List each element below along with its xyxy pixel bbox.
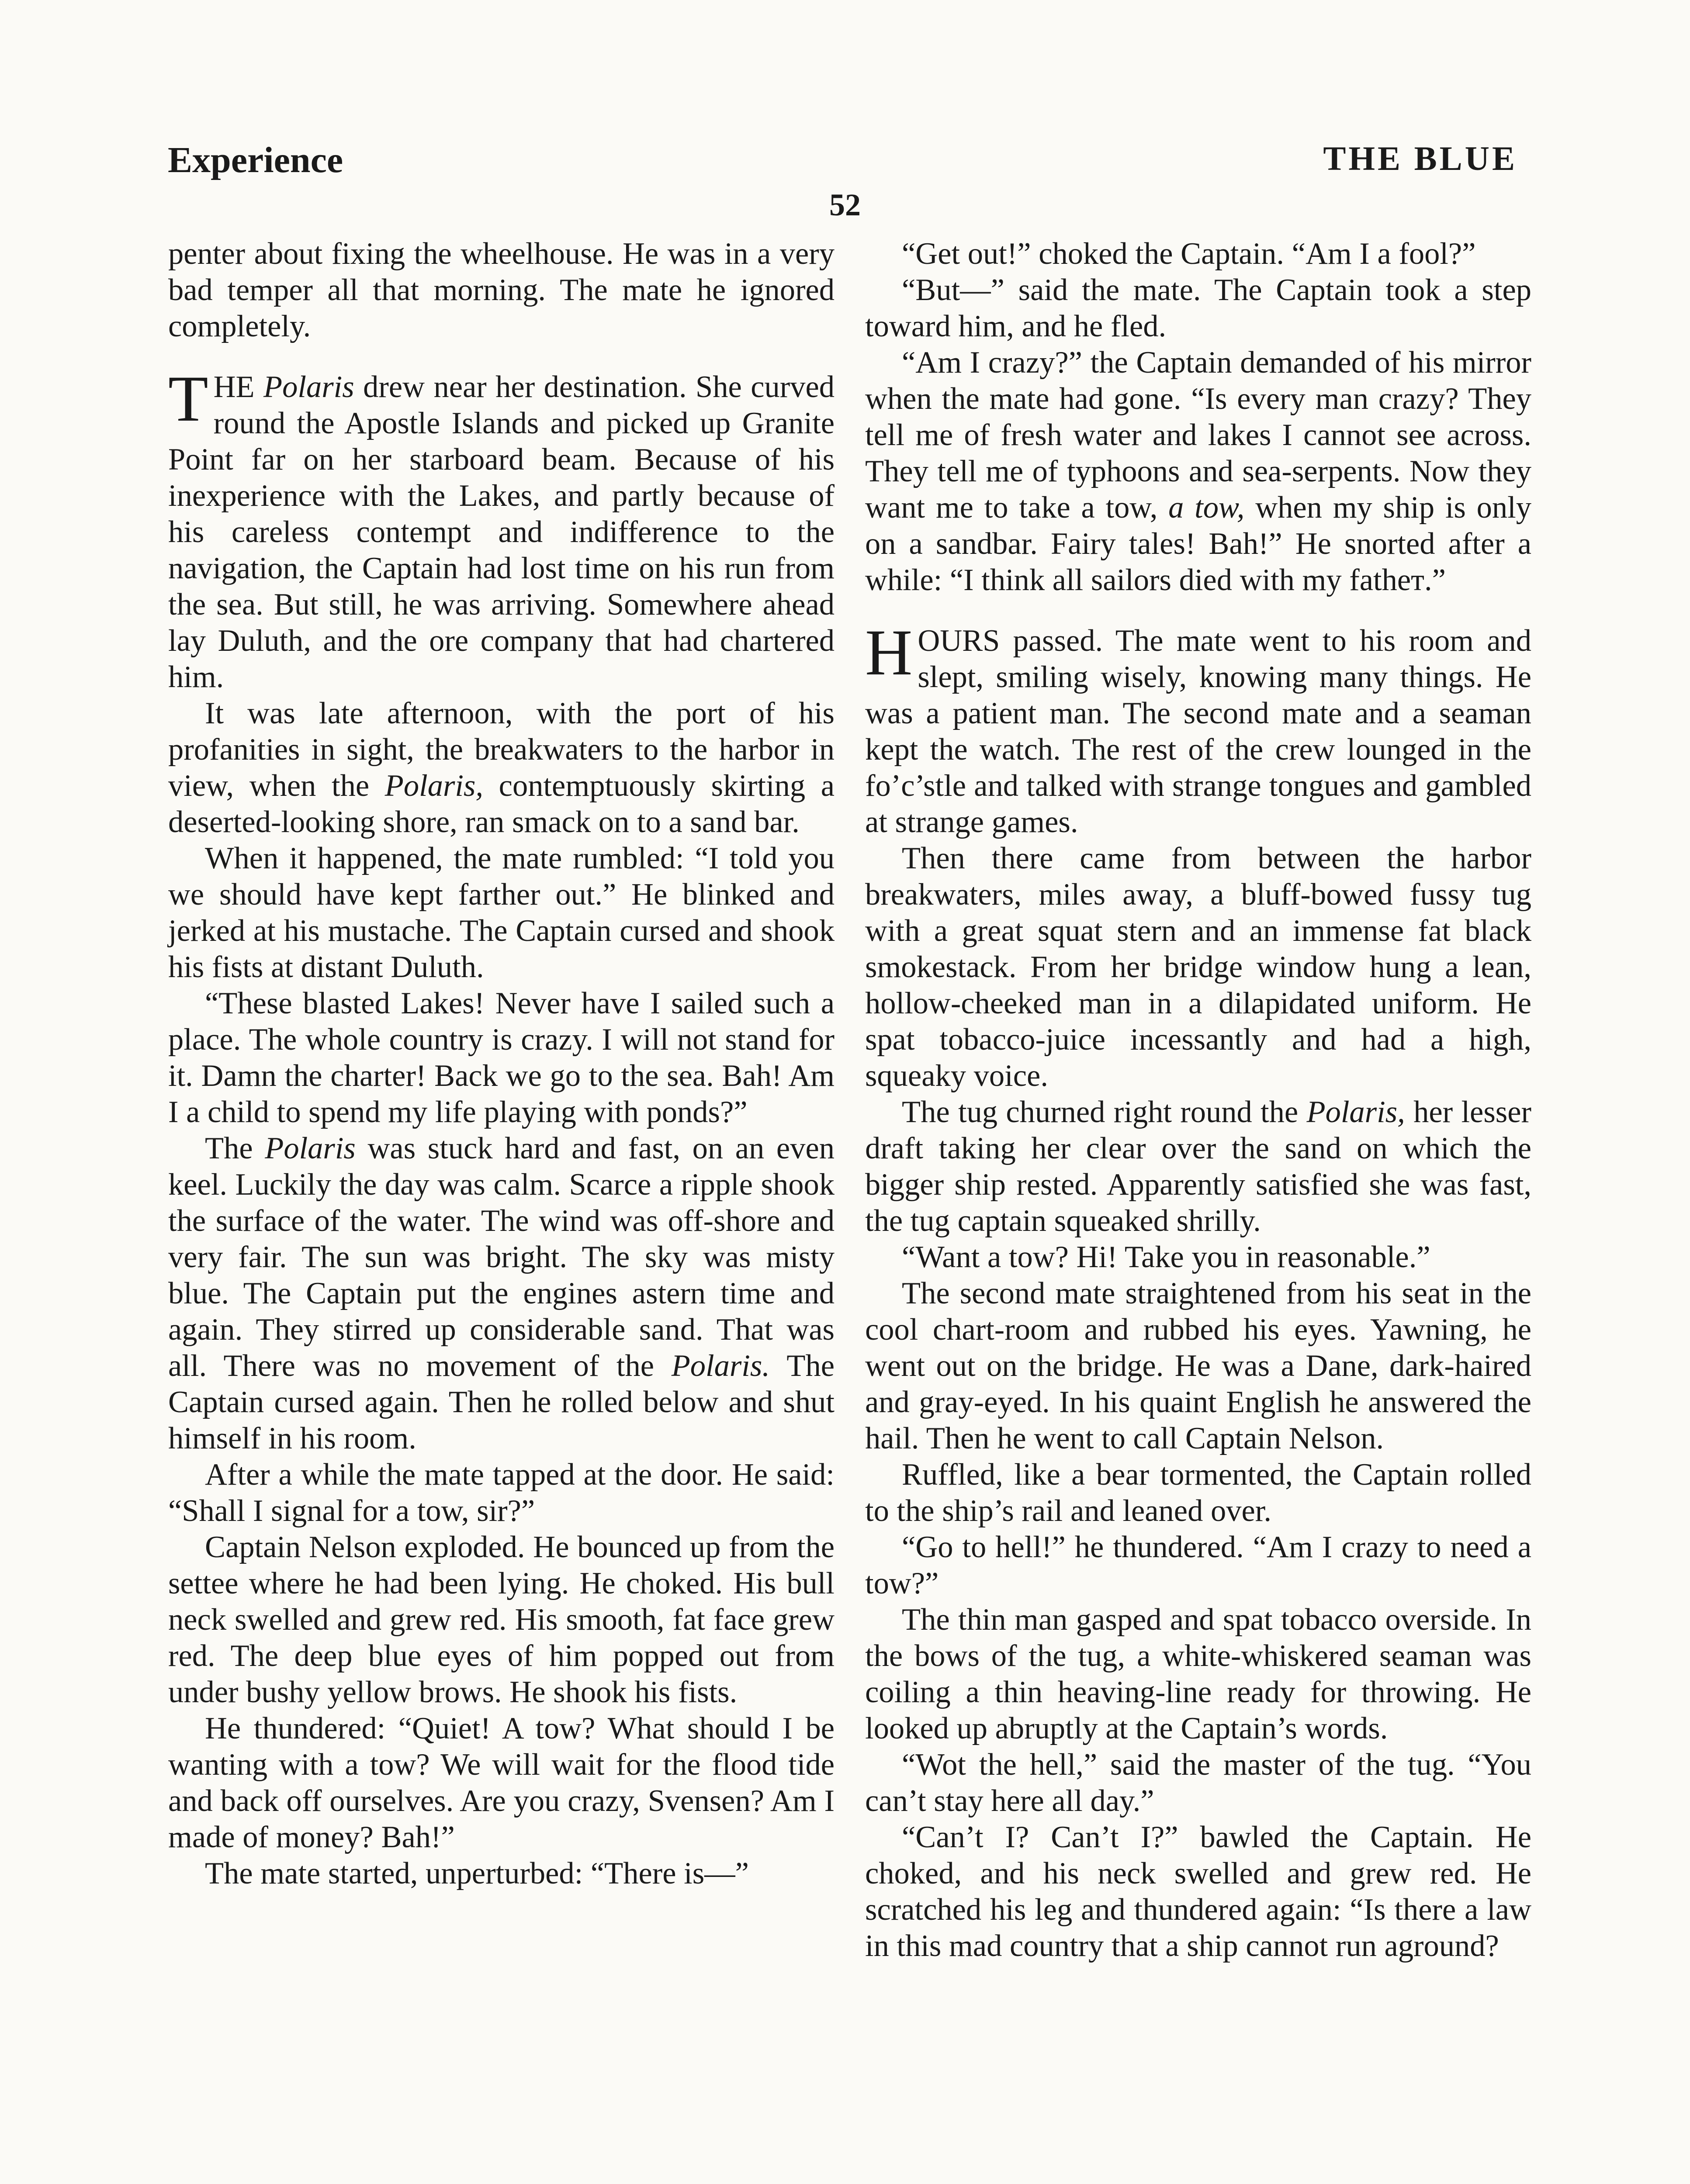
section-title: Experience	[168, 140, 343, 180]
text-run: “Am I crazy?” the Captain demanded of his mirror when the mate had gone. “Is every man crazy? They tell me of fresh water and lakes I cannot see across. They tell me of typhoons and sea-serpents. Now they want me to take a tow,	[865, 346, 1531, 525]
paragraph: After a while the mate tapped at the door. He said: “Shall I signal for a tow, sir?”	[168, 1458, 835, 1528]
text-run: HE	[213, 370, 264, 404]
ship-name: Polaris.	[671, 1349, 770, 1383]
drop-cap: H	[865, 616, 913, 689]
paragraph: When it happened, the mate rumbled: “I told you we should have kept farther out.” He blinked and jerked at his mustache. The Captain cursed and shook his fists at distant Duluth.	[168, 841, 835, 984]
paragraph: “Go to hell!” he thundered. “Am I crazy to need a tow?”	[865, 1530, 1531, 1600]
paragraph: penter about fixing the wheelhouse. He was in a very bad temper all that morning. The mate he ignored completely.	[168, 237, 835, 343]
left-column	[168, 236, 835, 1892]
ship-name: Polaris	[263, 370, 354, 404]
paragraph: He thundered: “Quiet! A tow? What should I be wanting with a tow? We will wait for the flood tide and back off ourselves. Are you crazy, Svensen? Am I made of money? Bah!”	[168, 1711, 835, 1854]
text-run: The Captain cursed again. Then he rolled below and shut himself in his room.	[168, 1349, 835, 1455]
paragraph	[168, 1130, 835, 1457]
drop-cap: T	[168, 363, 208, 435]
paragraph-drop-cap	[865, 616, 1531, 840]
text-run: The	[205, 1131, 265, 1165]
text-run: It was late afternoon, with the port of his profanities in sight, the breakwaters to the harbor in view, when the	[168, 696, 835, 803]
paragraph	[865, 345, 1531, 598]
paragraph: “Want a tow? Hi! Take you in reasonable.”	[902, 1240, 1430, 1274]
text-run: drew near her destination. She curved round the Apostle Islands and picked up Granite Point far on her starboard beam. Because of his inexperience with the Lakes, and partly because of his careless contempt and indifference to the navigation, the Captain had lost time on his run from the sea. But still, he was arriving. Somewhere ahead lay Duluth, and the ore company that had chartered him.	[168, 370, 835, 694]
paragraph: Captain Nelson exploded. He bounced up from the settee where he had been lying. He choked. His bull neck swelled and grew red. His smooth, fat face grew red. The deep blue eyes of him popped out from under bushy yellow brows. He shook his fists.	[168, 1530, 835, 1709]
text-run: contemptuously skirting a deserted-looking shore, ran smack on to a sand bar.	[168, 769, 835, 839]
text-run: OURS passed. The mate went to his room and slept, smiling wisely, knowing many things. He was a patient man. The second mate and a seaman kept the watch. The rest of the crew lounged in the fo’c’stle and talked with strange tongues and gambled at strange games.	[865, 624, 1531, 839]
paragraph: “But—” said the mate. The Captain took a step toward him, and he fled.	[865, 273, 1531, 343]
paragraph: “Wot the hell,” said the master of the tug. “You can’t stay here all day.”	[865, 1748, 1531, 1818]
paragraph: The second mate straightened from his seat in the cool chart-room and rubbed his eyes. Yawning, he went out on the bridge. He was a Dane, dark-haired and gray-eyed. In his quaint English he answered the hail. Then he went to call Captain Nelson.	[865, 1276, 1531, 1455]
right-column	[865, 236, 1531, 1964]
paragraph	[865, 1094, 1531, 1239]
magazine-title: THE BLUE	[1323, 139, 1517, 177]
paragraph: “Can’t I? Can’t I?” bawled the Captain. He choked, and his neck swelled and grew red. He scratched his leg and thundered again: “Is there a law in this mad country that a ship cannot run aground?	[865, 1820, 1531, 1963]
ship-name: Polaris,	[1306, 1095, 1405, 1129]
page-number: 52	[829, 187, 861, 222]
paragraph: Then there came from between the harbor breakwaters, miles away, a bluff-bowed fussy tug with a great squat stern and an immense fat black smokestack. From her bridge window hung a lean, hollow-cheeked man in a dilapidated uniform. He spat tobacco-juice incessantly and had a high, squeaky voice.	[865, 841, 1531, 1093]
paragraph: “Get out!” choked the Captain. “Am I a fool?”	[902, 237, 1476, 271]
text-run: when my ship is only on a sandbar. Fairy tales! Bah!” He snorted after a while: “I think all sailors died with my fatheᴛ.”	[865, 491, 1531, 597]
paragraph: The mate started, unperturbed: “There is—”	[205, 1856, 749, 1890]
ship-name: Polaris	[265, 1131, 356, 1165]
text-run: was stuck hard and fast, on an even keel. Luckily the day was calm. Scarce a ripple shook the surface of the water. The wind was off-shore and very fair. The sun was bright. The sky was misty blue. The Captain put the engines astern time and again. They stirred up considerable sand. That was all. There was no movement of the	[168, 1131, 835, 1383]
text-run: The tug churned right round the	[902, 1095, 1307, 1129]
emphasis: a tow,	[1168, 491, 1245, 525]
text-run: her lesser draft taking her clear over the sand on which the bigger ship rested. Apparently satisfied she was fast, the tug captain squeaked shrilly.	[865, 1095, 1531, 1238]
paragraph: “These blasted Lakes! Never have I sailed such a place. The whole country is crazy. I will not stand for it. Damn the charter! Back we go to the sea. Bah! Am I a child to spend my life playing with ponds?”	[168, 986, 835, 1129]
paragraph: Ruffled, like a bear tormented, the Captain rolled to the ship’s rail and leaned over.	[865, 1458, 1531, 1528]
paragraph	[168, 695, 835, 840]
paragraph: The thin man gasped and spat tobacco overside. In the bows of the tug, a white-whiskered seaman was coiling a thin heaving-line ready for throwing. He looked up abruptly at the Captain’s words.	[865, 1603, 1531, 1745]
ship-name: Polaris,	[384, 769, 484, 803]
paragraph-drop-cap	[168, 363, 835, 695]
